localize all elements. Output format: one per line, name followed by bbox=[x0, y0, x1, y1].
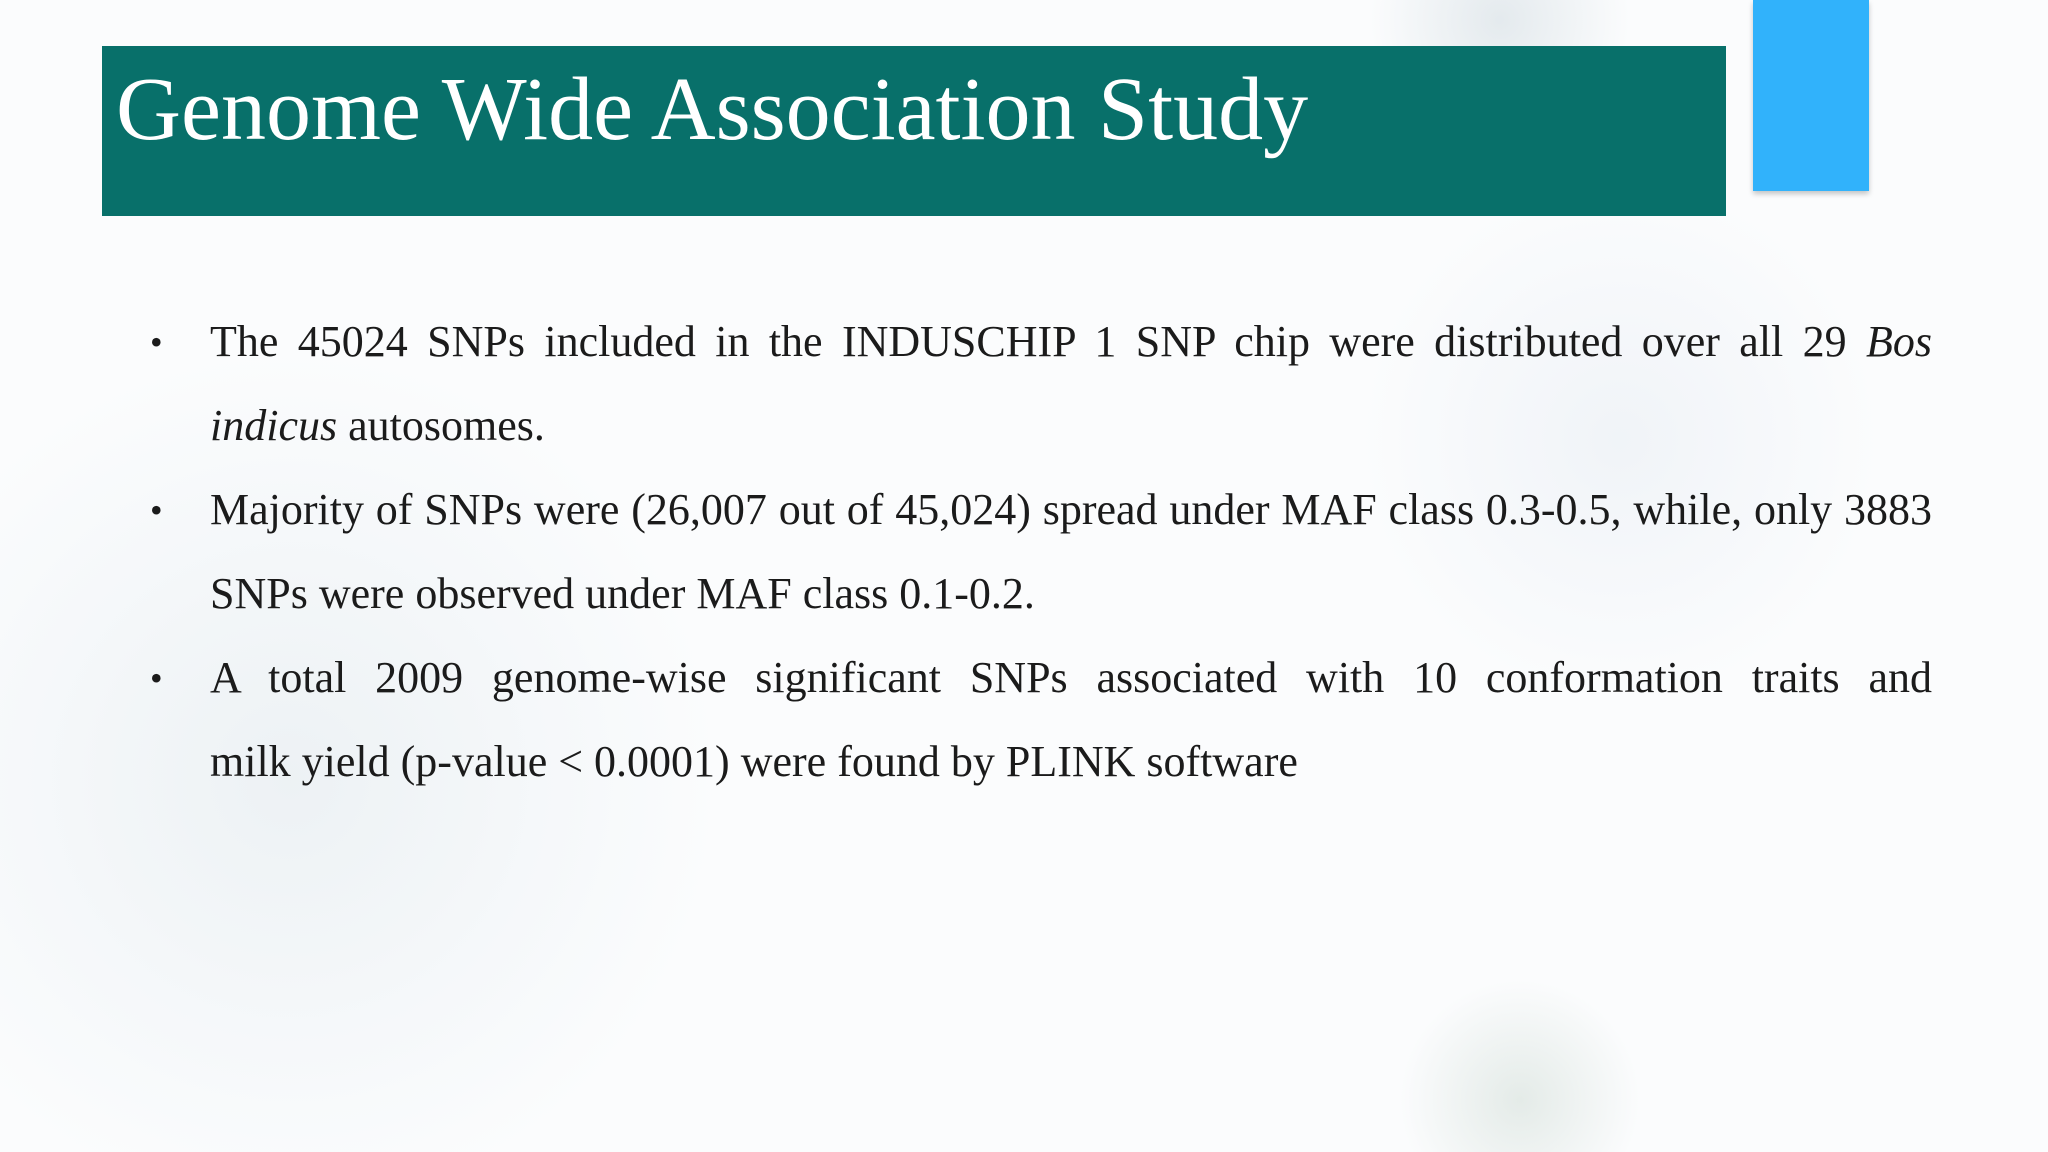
bullet-item bbox=[148, 468, 1932, 636]
accent-block bbox=[1753, 0, 1869, 191]
bullet-text: autosomes. bbox=[337, 401, 545, 450]
slide-title: Genome Wide Association Study bbox=[116, 60, 1309, 159]
bullet-text: The 45024 SNPs included in the INDUSCHIP 1 SNP chip were distributed over all 29 bbox=[210, 317, 1866, 366]
bullet-text-line: milk yield (p-value < 0.0001) were found by PLINK software bbox=[210, 737, 1298, 786]
bullet-dot-icon: • bbox=[150, 490, 163, 530]
bullet-list bbox=[148, 300, 1932, 804]
bullet-text-line: A total 2009 genome-wise significant SNPs associated with 10 conformation traits and bbox=[210, 653, 1932, 702]
bullet-text: Majority of SNPs were (26,007 out of 45,024) spread under MAF class 0.3-0.5, while, only 3883 SNPs were observed under MAF class 0.1-0.2. bbox=[210, 485, 1932, 618]
bullet-item bbox=[148, 636, 1932, 804]
bullet-dot-icon: • bbox=[150, 658, 163, 698]
bullet-item bbox=[148, 300, 1932, 468]
species-name: Bos indicus bbox=[210, 317, 1932, 450]
bullet-dot-icon: • bbox=[150, 322, 163, 362]
